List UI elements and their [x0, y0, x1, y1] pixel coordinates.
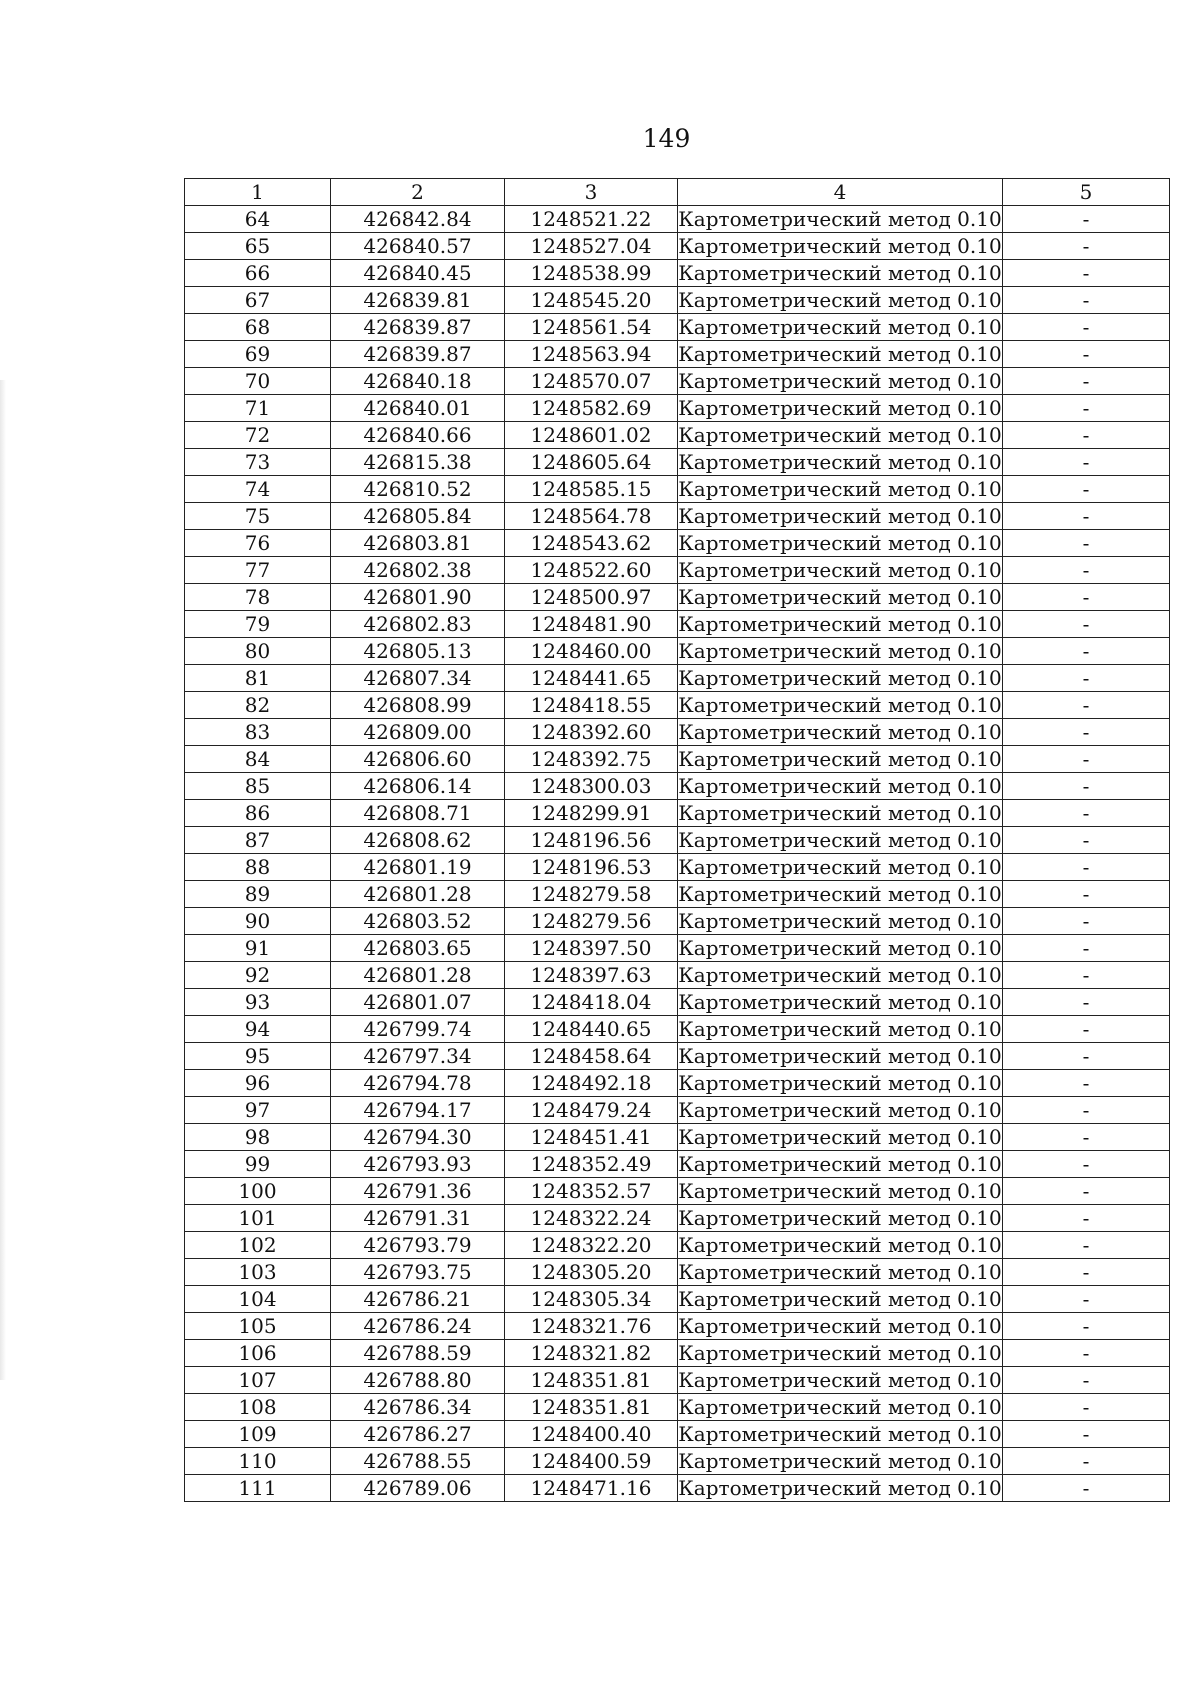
cell-method: Картометрический метод 0.10 — [678, 1422, 1002, 1446]
cell-y: 1248352.57 — [505, 1178, 678, 1205]
cell-description: - — [1003, 881, 1170, 908]
cell-description: - — [1003, 1286, 1170, 1313]
cell-description: - — [1003, 854, 1170, 881]
cell-y: 1248563.94 — [505, 341, 678, 368]
cell-y: 1248322.20 — [505, 1232, 678, 1259]
table-row — [185, 1178, 1170, 1205]
cell-description: - — [1003, 449, 1170, 476]
table-body — [185, 206, 1170, 1502]
cell-point-number: 72 — [185, 422, 331, 449]
cell-description: - — [1003, 395, 1170, 422]
table-row — [185, 233, 1170, 260]
table-row — [185, 557, 1170, 584]
table-row — [185, 287, 1170, 314]
cell-y: 1248397.50 — [505, 935, 678, 962]
table-row — [185, 1448, 1170, 1475]
cell-y: 1248351.81 — [505, 1394, 678, 1421]
cell-y: 1248471.16 — [505, 1475, 678, 1502]
coordinates-table — [184, 178, 1170, 1502]
cell-point-number: 97 — [185, 1097, 331, 1124]
cell-x: 426839.81 — [331, 287, 505, 314]
cell-point-number: 106 — [185, 1340, 331, 1367]
table-row — [185, 773, 1170, 800]
cell-y: 1248605.64 — [505, 449, 678, 476]
scan-edge-shadow — [0, 380, 6, 1380]
cell-point-number: 74 — [185, 476, 331, 503]
table-row — [185, 503, 1170, 530]
cell-y: 1248458.64 — [505, 1043, 678, 1070]
cell-y: 1248441.65 — [505, 665, 678, 692]
cell-x: 426839.87 — [331, 314, 505, 341]
cell-y: 1248543.62 — [505, 530, 678, 557]
table-row — [185, 1016, 1170, 1043]
cell-x: 426806.14 — [331, 773, 505, 800]
cell-y: 1248561.54 — [505, 314, 678, 341]
cell-x: 426805.84 — [331, 503, 505, 530]
cell-x: 426786.27 — [331, 1421, 505, 1448]
cell-description: - — [1003, 206, 1170, 233]
cell-method: Картометрический метод 0.10 — [678, 234, 1002, 258]
table-row — [185, 665, 1170, 692]
cell-x: 426793.75 — [331, 1259, 505, 1286]
cell-x: 426840.45 — [331, 260, 505, 287]
cell-x: 426802.83 — [331, 611, 505, 638]
table-row — [185, 422, 1170, 449]
cell-point-number: 101 — [185, 1205, 331, 1232]
cell-y: 1248601.02 — [505, 422, 678, 449]
cell-x: 426803.81 — [331, 530, 505, 557]
table-row — [185, 1475, 1170, 1502]
cell-method: Картометрический метод 0.10 — [678, 990, 1002, 1014]
cell-method: Картометрический метод 0.10 — [678, 477, 1002, 501]
cell-y: 1248321.82 — [505, 1340, 678, 1367]
cell-point-number: 83 — [185, 719, 331, 746]
cell-y: 1248440.65 — [505, 1016, 678, 1043]
cell-description: - — [1003, 1178, 1170, 1205]
cell-point-number: 107 — [185, 1367, 331, 1394]
cell-description: - — [1003, 1259, 1170, 1286]
cell-x: 426805.13 — [331, 638, 505, 665]
cell-method: Картометрический метод 0.10 — [678, 747, 1002, 771]
cell-x: 426797.34 — [331, 1043, 505, 1070]
table-row — [185, 1259, 1170, 1286]
cell-method: Картометрический метод 0.10 — [678, 1044, 1002, 1068]
cell-y: 1248545.20 — [505, 287, 678, 314]
table-row — [185, 881, 1170, 908]
cell-method: Картометрический метод 0.10 — [678, 504, 1002, 528]
table-row — [185, 1340, 1170, 1367]
cell-point-number: 94 — [185, 1016, 331, 1043]
cell-description: - — [1003, 422, 1170, 449]
cell-method: Картометрический метод 0.10 — [678, 882, 1002, 906]
table-row — [185, 206, 1170, 233]
cell-description: - — [1003, 665, 1170, 692]
cell-method: Картометрический метод 0.10 — [678, 828, 1002, 852]
cell-method: Картометрический метод 0.10 — [678, 1260, 1002, 1284]
cell-method: Картометрический метод 0.10 — [678, 612, 1002, 636]
cell-method: Картометрический метод 0.10 — [678, 639, 1002, 663]
cell-point-number: 99 — [185, 1151, 331, 1178]
cell-description: - — [1003, 1232, 1170, 1259]
cell-point-number: 110 — [185, 1448, 331, 1475]
cell-y: 1248392.60 — [505, 719, 678, 746]
cell-point-number: 64 — [185, 206, 331, 233]
cell-method: Картометрический метод 0.10 — [678, 288, 1002, 312]
cell-method: Картометрический метод 0.10 — [678, 342, 1002, 366]
cell-method: Картометрический метод 0.10 — [678, 666, 1002, 690]
cell-point-number: 108 — [185, 1394, 331, 1421]
cell-x: 426840.01 — [331, 395, 505, 422]
cell-x: 426802.38 — [331, 557, 505, 584]
cell-method: Картометрический метод 0.10 — [678, 1071, 1002, 1095]
cell-description: - — [1003, 611, 1170, 638]
cell-method: Картометрический метод 0.10 — [678, 207, 1002, 231]
cell-y: 1248521.22 — [505, 206, 678, 233]
cell-method: Картометрический метод 0.10 — [678, 936, 1002, 960]
cell-description: - — [1003, 989, 1170, 1016]
cell-y: 1248451.41 — [505, 1124, 678, 1151]
cell-x: 426788.80 — [331, 1367, 505, 1394]
cell-description: - — [1003, 1340, 1170, 1367]
cell-y: 1248418.55 — [505, 692, 678, 719]
header-cell-x: 2 — [331, 179, 505, 206]
table-row — [185, 1151, 1170, 1178]
cell-y: 1248196.56 — [505, 827, 678, 854]
cell-point-number: 69 — [185, 341, 331, 368]
table-row — [185, 1232, 1170, 1259]
table-row — [185, 314, 1170, 341]
cell-y: 1248299.91 — [505, 800, 678, 827]
cell-x: 426803.52 — [331, 908, 505, 935]
cell-method: Картометрический метод 0.10 — [678, 1449, 1002, 1473]
cell-point-number: 102 — [185, 1232, 331, 1259]
cell-point-number: 67 — [185, 287, 331, 314]
cell-y: 1248351.81 — [505, 1367, 678, 1394]
cell-method: Картометрический метод 0.10 — [678, 720, 1002, 744]
cell-x: 426840.57 — [331, 233, 505, 260]
cell-description: - — [1003, 638, 1170, 665]
cell-x: 426810.52 — [331, 476, 505, 503]
cell-description: - — [1003, 935, 1170, 962]
cell-y: 1248527.04 — [505, 233, 678, 260]
cell-point-number: 66 — [185, 260, 331, 287]
cell-x: 426801.28 — [331, 881, 505, 908]
cell-description: - — [1003, 1097, 1170, 1124]
cell-point-number: 68 — [185, 314, 331, 341]
cell-point-number: 95 — [185, 1043, 331, 1070]
cell-x: 426809.00 — [331, 719, 505, 746]
cell-method: Картометрический метод 0.10 — [678, 369, 1002, 393]
cell-x: 426794.17 — [331, 1097, 505, 1124]
cell-y: 1248582.69 — [505, 395, 678, 422]
cell-point-number: 70 — [185, 368, 331, 395]
cell-method: Картометрический метод 0.10 — [678, 693, 1002, 717]
cell-description: - — [1003, 584, 1170, 611]
cell-description: - — [1003, 260, 1170, 287]
cell-method: Картометрический метод 0.10 — [678, 531, 1002, 555]
table-row — [185, 449, 1170, 476]
table-header — [185, 179, 1170, 206]
cell-method: Картометрический метод 0.10 — [678, 801, 1002, 825]
table-row — [185, 1124, 1170, 1151]
cell-method: Картометрический метод 0.10 — [678, 423, 1002, 447]
cell-y: 1248400.40 — [505, 1421, 678, 1448]
cell-method: Картометрический метод 0.10 — [678, 1395, 1002, 1419]
cell-x: 426793.93 — [331, 1151, 505, 1178]
cell-method: Картометрический метод 0.10 — [678, 909, 1002, 933]
cell-x: 426794.30 — [331, 1124, 505, 1151]
table-row — [185, 1367, 1170, 1394]
table-row — [185, 368, 1170, 395]
cell-method: Картометрический метод 0.10 — [678, 585, 1002, 609]
cell-method: Картометрический метод 0.10 — [678, 1341, 1002, 1365]
cell-description: - — [1003, 368, 1170, 395]
table-row — [185, 1286, 1170, 1313]
cell-x: 426788.59 — [331, 1340, 505, 1367]
cell-point-number: 111 — [185, 1475, 331, 1502]
cell-x: 426789.06 — [331, 1475, 505, 1502]
cell-y: 1248392.75 — [505, 746, 678, 773]
cell-y: 1248481.90 — [505, 611, 678, 638]
cell-description: - — [1003, 287, 1170, 314]
table-row — [185, 395, 1170, 422]
cell-method: Картометрический метод 0.10 — [678, 855, 1002, 879]
cell-x: 426807.34 — [331, 665, 505, 692]
cell-y: 1248321.76 — [505, 1313, 678, 1340]
cell-point-number: 105 — [185, 1313, 331, 1340]
table-row — [185, 854, 1170, 881]
cell-x: 426801.90 — [331, 584, 505, 611]
cell-method: Картометрический метод 0.10 — [678, 1287, 1002, 1311]
cell-description: - — [1003, 530, 1170, 557]
cell-y: 1248570.07 — [505, 368, 678, 395]
cell-description: - — [1003, 1448, 1170, 1475]
table-row — [185, 341, 1170, 368]
table-row — [185, 260, 1170, 287]
cell-x: 426839.87 — [331, 341, 505, 368]
cell-description: - — [1003, 476, 1170, 503]
cell-x: 426788.55 — [331, 1448, 505, 1475]
table-row — [185, 962, 1170, 989]
cell-y: 1248500.97 — [505, 584, 678, 611]
cell-point-number: 71 — [185, 395, 331, 422]
cell-y: 1248196.53 — [505, 854, 678, 881]
cell-description: - — [1003, 1124, 1170, 1151]
cell-description: - — [1003, 1421, 1170, 1448]
table-row — [185, 746, 1170, 773]
cell-x: 426801.28 — [331, 962, 505, 989]
table-row — [185, 1043, 1170, 1070]
cell-point-number: 92 — [185, 962, 331, 989]
cell-method: Картометрический метод 0.10 — [678, 558, 1002, 582]
cell-method: Картометрический метод 0.10 — [678, 1314, 1002, 1338]
cell-x: 426808.71 — [331, 800, 505, 827]
table-row — [185, 1394, 1170, 1421]
cell-x: 426801.19 — [331, 854, 505, 881]
cell-method: Картометрический метод 0.10 — [678, 261, 1002, 285]
cell-method: Картометрический метод 0.10 — [678, 450, 1002, 474]
cell-y: 1248352.49 — [505, 1151, 678, 1178]
cell-y: 1248492.18 — [505, 1070, 678, 1097]
cell-x: 426840.66 — [331, 422, 505, 449]
cell-y: 1248397.63 — [505, 962, 678, 989]
cell-method: Картометрический метод 0.10 — [678, 315, 1002, 339]
cell-description: - — [1003, 233, 1170, 260]
header-row — [185, 179, 1170, 206]
cell-y: 1248279.56 — [505, 908, 678, 935]
cell-x: 426840.18 — [331, 368, 505, 395]
cell-x: 426808.99 — [331, 692, 505, 719]
cell-point-number: 65 — [185, 233, 331, 260]
cell-x: 426801.07 — [331, 989, 505, 1016]
cell-point-number: 90 — [185, 908, 331, 935]
cell-method: Картометрический метод 0.10 — [678, 1476, 1002, 1500]
header-cell-y: 3 — [505, 179, 678, 206]
cell-method: Картометрический метод 0.10 — [678, 774, 1002, 798]
cell-method: Картометрический метод 0.10 — [678, 1098, 1002, 1122]
cell-y: 1248522.60 — [505, 557, 678, 584]
cell-point-number: 84 — [185, 746, 331, 773]
cell-y: 1248538.99 — [505, 260, 678, 287]
cell-point-number: 76 — [185, 530, 331, 557]
cell-point-number: 93 — [185, 989, 331, 1016]
cell-description: - — [1003, 1043, 1170, 1070]
cell-y: 1248305.20 — [505, 1259, 678, 1286]
cell-point-number: 88 — [185, 854, 331, 881]
cell-description: - — [1003, 1070, 1170, 1097]
cell-x: 426842.84 — [331, 206, 505, 233]
cell-description: - — [1003, 1151, 1170, 1178]
cell-description: - — [1003, 800, 1170, 827]
cell-point-number: 78 — [185, 584, 331, 611]
cell-point-number: 98 — [185, 1124, 331, 1151]
table-row — [185, 584, 1170, 611]
cell-point-number: 100 — [185, 1178, 331, 1205]
cell-x: 426799.74 — [331, 1016, 505, 1043]
cell-method: Картометрический метод 0.10 — [678, 1368, 1002, 1392]
cell-point-number: 87 — [185, 827, 331, 854]
cell-y: 1248322.24 — [505, 1205, 678, 1232]
table-row — [185, 611, 1170, 638]
cell-description: - — [1003, 773, 1170, 800]
cell-y: 1248400.59 — [505, 1448, 678, 1475]
cell-method: Картометрический метод 0.10 — [678, 1125, 1002, 1149]
cell-x: 426786.24 — [331, 1313, 505, 1340]
cell-description: - — [1003, 1367, 1170, 1394]
cell-point-number: 81 — [185, 665, 331, 692]
cell-description: - — [1003, 503, 1170, 530]
cell-method: Картометрический метод 0.10 — [678, 1179, 1002, 1203]
cell-method: Картометрический метод 0.10 — [678, 1152, 1002, 1176]
cell-point-number: 85 — [185, 773, 331, 800]
header-cell-description: 5 — [1003, 179, 1170, 206]
cell-x: 426793.79 — [331, 1232, 505, 1259]
cell-method: Картометрический метод 0.10 — [678, 1206, 1002, 1230]
table-row — [185, 1205, 1170, 1232]
table-row — [185, 908, 1170, 935]
cell-x: 426803.65 — [331, 935, 505, 962]
cell-point-number: 103 — [185, 1259, 331, 1286]
cell-description: - — [1003, 314, 1170, 341]
cell-point-number: 79 — [185, 611, 331, 638]
table-row — [185, 1421, 1170, 1448]
cell-x: 426786.21 — [331, 1286, 505, 1313]
table-row — [185, 476, 1170, 503]
cell-y: 1248279.58 — [505, 881, 678, 908]
cell-point-number: 96 — [185, 1070, 331, 1097]
cell-method: Картометрический метод 0.10 — [678, 396, 1002, 420]
cell-x: 426786.34 — [331, 1394, 505, 1421]
cell-description: - — [1003, 827, 1170, 854]
header-cell-point-number: 1 — [185, 179, 331, 206]
table-row — [185, 935, 1170, 962]
cell-point-number: 82 — [185, 692, 331, 719]
table-row — [185, 530, 1170, 557]
cell-description: - — [1003, 962, 1170, 989]
header-cell-method: 4 — [678, 179, 1003, 206]
table-row — [185, 1070, 1170, 1097]
cell-description: - — [1003, 1016, 1170, 1043]
cell-point-number: 75 — [185, 503, 331, 530]
cell-point-number: 104 — [185, 1286, 331, 1313]
cell-description: - — [1003, 908, 1170, 935]
table-row — [185, 800, 1170, 827]
page-number: 149 — [642, 124, 691, 153]
table-row — [185, 638, 1170, 665]
cell-x: 426791.31 — [331, 1205, 505, 1232]
cell-point-number: 89 — [185, 881, 331, 908]
cell-description: - — [1003, 1205, 1170, 1232]
cell-x: 426794.78 — [331, 1070, 505, 1097]
cell-y: 1248585.15 — [505, 476, 678, 503]
cell-description: - — [1003, 341, 1170, 368]
cell-description: - — [1003, 1475, 1170, 1502]
table-row — [185, 989, 1170, 1016]
table-row — [185, 719, 1170, 746]
cell-description: - — [1003, 746, 1170, 773]
cell-point-number: 73 — [185, 449, 331, 476]
cell-x: 426791.36 — [331, 1178, 505, 1205]
cell-y: 1248564.78 — [505, 503, 678, 530]
cell-method: Картометрический метод 0.10 — [678, 1017, 1002, 1041]
cell-y: 1248305.34 — [505, 1286, 678, 1313]
cell-point-number: 91 — [185, 935, 331, 962]
cell-y: 1248300.03 — [505, 773, 678, 800]
table-row — [185, 827, 1170, 854]
cell-x: 426806.60 — [331, 746, 505, 773]
cell-point-number: 109 — [185, 1421, 331, 1448]
cell-description: - — [1003, 692, 1170, 719]
table-row — [185, 1097, 1170, 1124]
table-row — [185, 692, 1170, 719]
cell-description: - — [1003, 1394, 1170, 1421]
cell-y: 1248479.24 — [505, 1097, 678, 1124]
cell-x: 426808.62 — [331, 827, 505, 854]
cell-point-number: 86 — [185, 800, 331, 827]
cell-y: 1248460.00 — [505, 638, 678, 665]
cell-y: 1248418.04 — [505, 989, 678, 1016]
cell-method: Картометрический метод 0.10 — [678, 1233, 1002, 1257]
cell-description: - — [1003, 719, 1170, 746]
cell-description: - — [1003, 1313, 1170, 1340]
cell-method: Картометрический метод 0.10 — [678, 963, 1002, 987]
table-row — [185, 1313, 1170, 1340]
cell-point-number: 77 — [185, 557, 331, 584]
cell-description: - — [1003, 557, 1170, 584]
cell-point-number: 80 — [185, 638, 331, 665]
cell-x: 426815.38 — [331, 449, 505, 476]
